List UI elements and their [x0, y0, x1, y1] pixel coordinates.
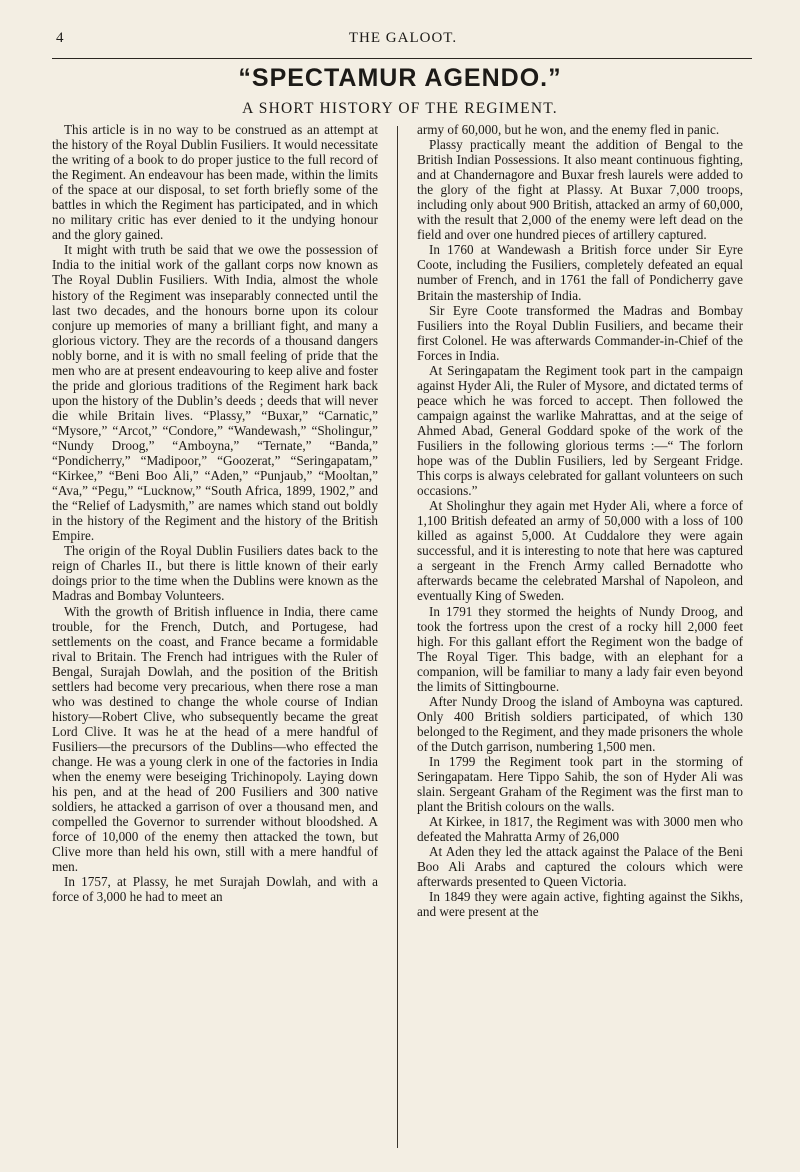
page-header — [56, 30, 750, 54]
paragraph: At Aden they led the attack against the Palace of the Beni Boo Ali Arabs and captured the colours which were afterwards presented to Queen Victoria. — [417, 844, 743, 890]
page-number: 4 — [56, 30, 65, 46]
paragraph: With the growth of British influence in India, there came trouble, for the French, Dutch, and Portugese, had settlements on the coast, and France became a formidable rival to Britain. The French had intrigues with the Ruler of Bengal, Surajah Dowlah, and the position of the British settlers had become very precarious, when there rose a man who was destined to change the whole course of Indian history—Robert Clive, who subsequently became the great Lord Clive. It was he at the head of a mere handful of Fusiliers—the precursors of the Dublins—who effected the change. He was a young clerk in one of the factories in India when the enemy were beseiging Trichinopoly. Laying down his pen, and at the head of 200 Fusiliers and 300 native soldiers, he attacked a garrison of over a thousand men, and compelled the Governor to surrender without bloodshed. A force of 10,000 of the enemy then attacked the town, but Clive more than held his own, still with a mere handful of men. — [52, 603, 378, 875]
paragraph: Sir Eyre Coote transformed the Madras and Bombay Fusiliers into the Royal Dublin Fusiliers, and became their first Colonel. He was afterwards Commander-in-Chief of the Forces in India. — [417, 302, 743, 363]
paragraph: This article is in no way to be construed as an attempt at the history of the Royal Dublin Fusiliers. It would necessitate the writing of a book to do proper justice to the full record of the Regiment. An endeavour has been made, within the limits of the space at our disposal, to set forth briefly some of the battles in which the Regiment has participated, and in which no military critic has ever denied to it the undying honour and the glory gained. — [52, 122, 378, 243]
header-rule — [52, 58, 752, 59]
paragraph: It might with truth be said that we owe the possession of India to the initial work of the gallant corps now known as The Royal Dublin Fusiliers. With India, almost the whole history of the Regiment was inseparably connected until the last two decades, and the honours borne upon its colour conjure up memories of many a brilliant fight, and many a glorious victory. They are the records of a thousand dangers nobly borne, and it is with no small feeling of pride that the men who are at present endeavouring to keep alive and foster the pride and glorious traditions of the Regiment hark back upon the history of the Dublin’s deeds ; deeds that will never die while Britain lives. “Plassy,” “Buxar,” “Carnatic,” “Mysore,” “Arcot,” “Condore,” “Wandewash,” “Sholingur,” “Nundy Droog,” “Amboyna,” “Ternate,” “Banda,” “Pondicherry,” “Madipoor,” “Goozerat,” “Seringapatam,” “Kirkee,” “Beni Boo Ali,” “Aden,” “Punjaub,” “Mooltan,” “Ava,” “Pegu,” “Lucknow,” “South Africa, 1899, 1902,” and the “Relief of Ladysmith,” are names which stand out boldly in the history of the Regiment and the history of the British Empire. — [52, 242, 378, 544]
paragraph: The origin of the Royal Dublin Fusiliers dates back to the reign of Charles II., but there is little known of their early doings prior to the time when the Dublins were known as the Madras and Bombay Volunteers. — [52, 543, 378, 604]
paragraph: In 1760 at Wandewash a British force under Sir Eyre Coote, including the Fusiliers, completely defeated an equal number of French, and in 1761 the fall of Pondicherry gave Britain the mastership of India. — [417, 242, 743, 303]
article-title: “SPECTAMUR AGENDO.” — [238, 64, 562, 92]
paragraph: In 1791 they stormed the heights of Nundy Droog, and took the fortress upon the crest of a rocky hill 2,000 feet high. For this gallant effort the Regiment won the badge of The Royal Tiger. This badge, with an elephant for a companion, will be familiar to many a lady fair even beyond the limits of Sittingbourne. — [417, 603, 743, 694]
paragraph: After Nundy Droog the island of Amboyna was captured. Only 400 British soldiers participated, of which 130 belonged to the Regiment, and they made prisoners the whole of the Dutch garrison, numbering 1,500 men. — [417, 693, 743, 754]
paragraph: At Seringapatam the Regiment took part in the campaign against Hyder Ali, the Ruler of Mysore, and dictated terms of peace which he was forced to accept. Then followed the campaign against the warlike Mahrattas, and at the seige of Ahmed Abad, General Goddard spoke of the work of the Fusiliers in the following glorious terms :—“ The forlorn hope was of the Dublin Fusiliers, led by Sergeant Fridge. This corps is always celebrated for gallant volunteers on such occasions.” — [417, 362, 743, 499]
article-subtitle: A SHORT HISTORY OF THE REGIMENT. — [242, 100, 558, 117]
paragraph: In 1799 the Regiment took part in the storming of Seringapatam. Here Tippo Sahib, the son of Hyder Ali was slain. Sergeant Graham of the Regiment was the first man to plant the British colours on the walls. — [417, 753, 743, 815]
paragraph: At Kirkee, in 1817, the Regiment was with 3000 men who defeated the Mahratta Army of 26,000 — [417, 814, 743, 845]
paragraph: In 1849 they were again active, fighting against the Sikhs, and were present at the — [417, 889, 743, 920]
paragraph: Plassy practically meant the addition of Bengal to the British Indian Possessions. It also meant continuous fighting, and at Chandernagore and Buxar fresh laurels were added to the glory of the fight at Plassy. At Buxar 7,000 troops, including only about 900 British, attacked an army of 60,000, with the result that 2,000 of the enemy were left dead on the field and over one hundred pieces of artillery captured. — [417, 137, 743, 243]
paragraph: In 1757, at Plassy, he met Surajah Dowlah, and with a force of 3,000 he had to meet an — [52, 874, 378, 905]
publication-title: THE GALOOT. — [348, 30, 458, 46]
paragraph: army of 60,000, but he won, and the enemy fled in panic. — [417, 122, 720, 137]
right-column — [417, 122, 743, 1152]
column-divider — [397, 126, 398, 1148]
left-column — [52, 122, 378, 1152]
paragraph: At Sholinghur they again met Hyder Ali, where a force of 1,100 British defeated an army of 50,000 with a loss of 100 killed as against 5,000. At Cuddalore they were again successful, and it is interesting to note that here was captured a sergeant in the French Army called Bernadotte who afterwards became the celebrated Marshal of Napoleon, and eventually King of Sweden. — [417, 498, 743, 604]
